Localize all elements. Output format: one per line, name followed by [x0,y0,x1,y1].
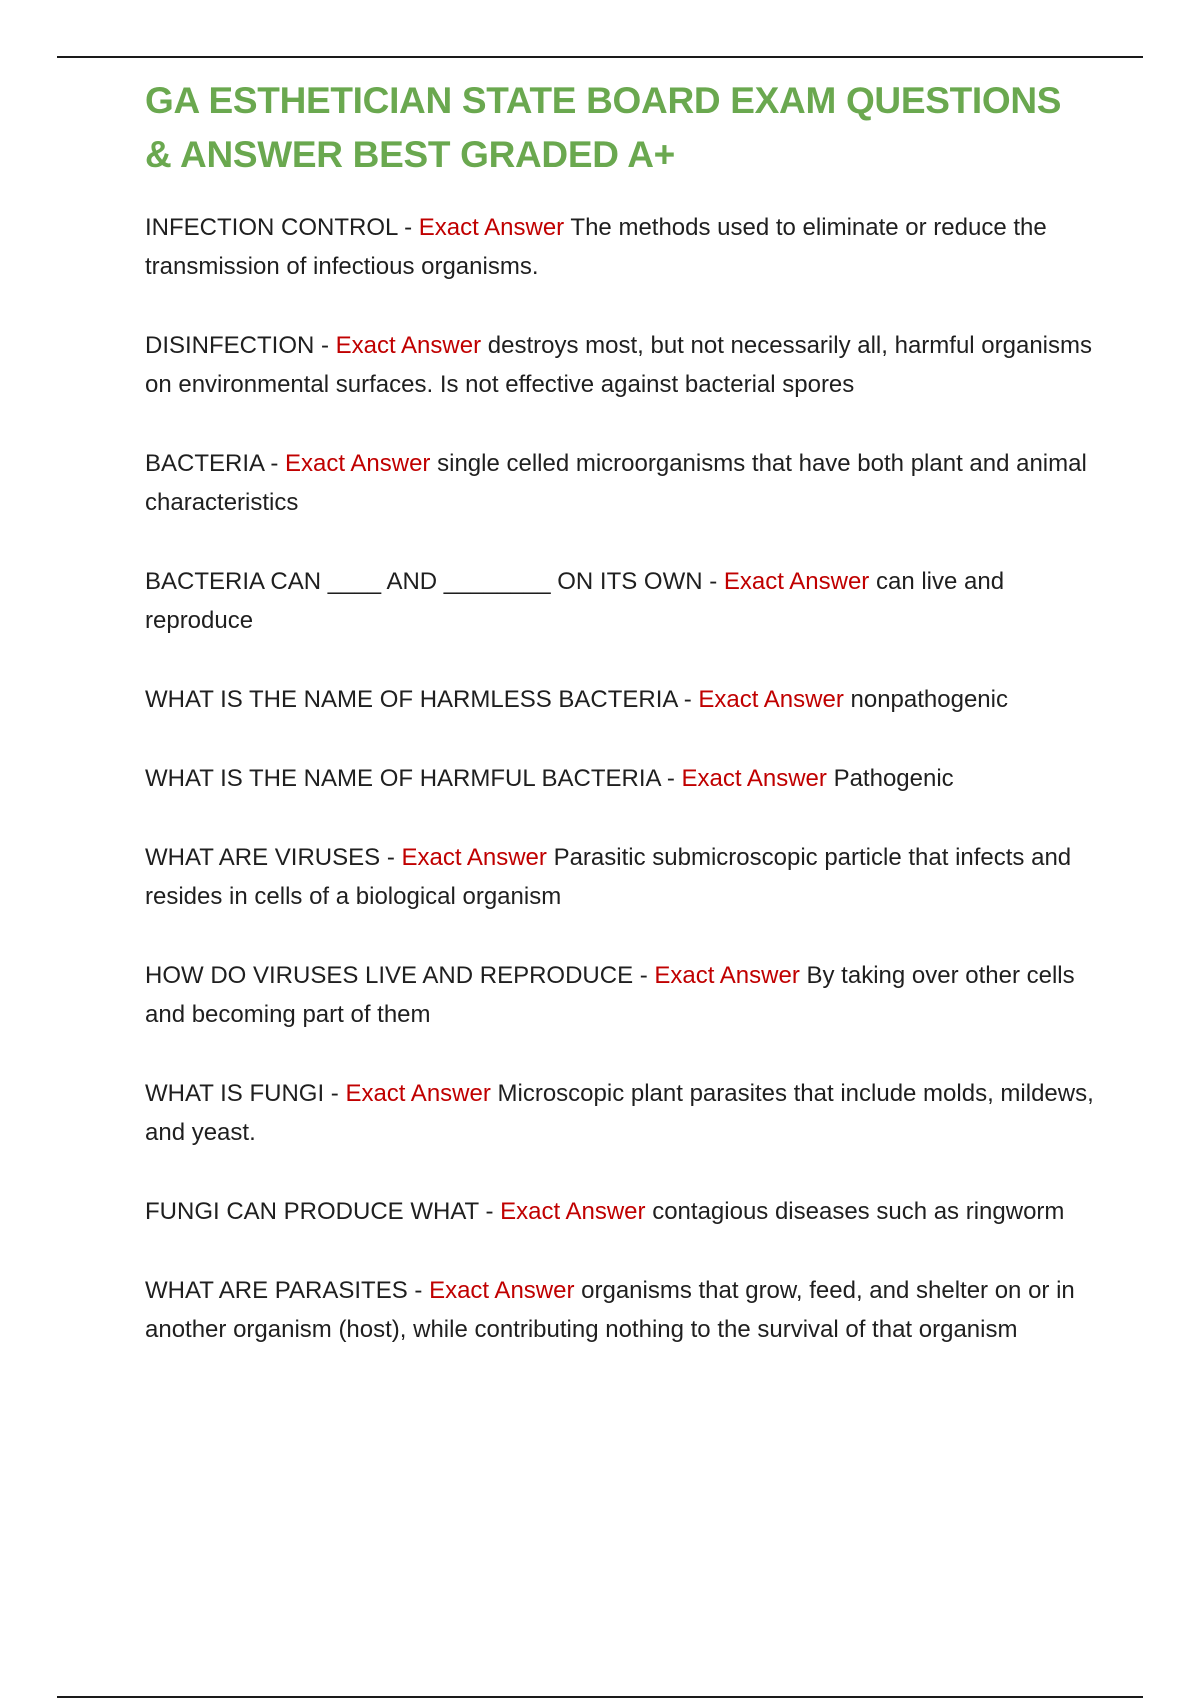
question-text: DISINFECTION [145,332,315,359]
answer-text: can live and reproduce [145,568,1005,634]
answer-marker: Exact Answer [500,1198,646,1225]
qa-list [145,208,1095,1349]
qa-item [145,956,1095,1034]
answer-marker: Exact Answer [698,686,844,713]
answer-marker: Exact Answer [285,450,431,477]
question-text: WHAT IS THE NAME OF HARMLESS BACTERIA [145,686,678,713]
answer-text: contagious diseases such as ringworm [652,1198,1065,1225]
separator: - [478,1198,501,1225]
question-text: INFECTION CONTROL [145,214,398,241]
separator: - [324,1080,346,1107]
qa-item [145,759,1095,798]
question-text: FUNGI CAN PRODUCE WHAT [145,1198,479,1225]
question-text: BACTERIA CAN ____ AND ________ ON ITS OWN [145,568,703,595]
answer-text: Pathogenic [833,765,954,792]
answer-marker: Exact Answer [345,1080,491,1107]
question-text: HOW DO VIRUSES LIVE AND REPRODUCE [145,962,634,989]
document-body [145,74,1095,1389]
qa-item [145,562,1095,640]
answer-text: Parasitic submicroscopic particle that infects and resides in cells of a biological organism [145,844,1072,910]
separator: - [660,765,682,792]
qa-item [145,1074,1095,1152]
answer-text: The methods used to eliminate or reduce the transmission of infectious organisms. [145,214,1047,280]
answer-marker: Exact Answer [418,214,565,241]
question-text: WHAT ARE PARASITES [145,1277,408,1304]
bottom-divider [57,1696,1143,1698]
separator: - [677,686,699,713]
qa-item [145,326,1095,404]
qa-item [145,444,1095,522]
separator: - [633,962,655,989]
separator: - [407,1277,430,1304]
answer-text: organisms that grow, feed, and shelter on or in another organism (host), while contributing nothing to the survival of that organism [145,1277,1075,1343]
separator: - [702,568,724,595]
separator: - [314,332,336,359]
answer-marker: Exact Answer [654,962,800,989]
separator: - [397,214,419,241]
answer-text: By taking over other cells and becoming part of them [145,962,1075,1028]
answer-marker: Exact Answer [335,332,482,359]
answer-marker: Exact Answer [723,568,870,595]
qa-item [145,680,1095,719]
answer-text: destroys most, but not necessarily all, harmful organisms on environmental surfaces. Is not effective against bacterial spores [145,332,1092,398]
answer-marker: Exact Answer [429,1277,575,1304]
answer-text: nonpathogenic [850,686,1008,713]
separator: - [380,844,402,871]
answer-marker: Exact Answer [681,765,827,792]
question-text: WHAT IS FUNGI [145,1080,325,1107]
answer-marker: Exact Answer [401,844,547,871]
qa-item [145,838,1095,916]
answer-text: single celled microorganisms that have both plant and animal characteristics [145,450,1087,516]
document-title: GA ESTHETICIAN STATE BOARD EXAM QUESTIONS & ANSWER BEST GRADED A+ [145,80,1062,175]
question-text: WHAT ARE VIRUSES [145,844,381,871]
qa-item [145,208,1095,286]
qa-item [145,1192,1095,1231]
answer-text: Microscopic plant parasites that include molds, mildews, and yeast. [145,1080,1094,1146]
qa-item [145,1271,1095,1349]
top-divider [57,56,1143,58]
question-text: WHAT IS THE NAME OF HARMFUL BACTERIA [145,765,661,792]
separator: - [263,450,286,477]
question-text: BACTERIA [145,450,264,477]
